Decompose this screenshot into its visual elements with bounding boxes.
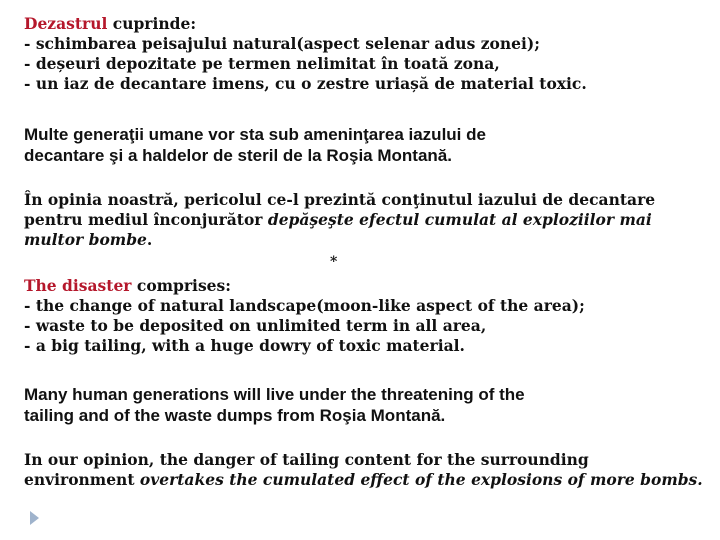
en-opinion-line: In our opinion, the danger of tailing content for the surrounding [24, 450, 589, 469]
en-opinion-line [24, 470, 720, 490]
ro-opinion-normal: pentru mediul înconjurător [24, 210, 268, 229]
ro-generations-line: decantare şi a haldelor de steril de la Roşia Montană. [24, 146, 452, 165]
ro-list-item: - un iaz de decantare imens, cu o zestre uriașă de material toxic. [24, 74, 587, 93]
triangle-bullet-icon [30, 511, 39, 525]
ro-generations-line: Multe generaţii umane vor sta sub ameninţarea iazului de [24, 125, 486, 144]
en-generations-line: Many human generations will live under the threatening of the [24, 385, 525, 404]
ro-opinion-line [24, 230, 720, 250]
ro-opinion-italic: multor bombe [24, 230, 147, 249]
en-opinion-normal: environment [24, 470, 140, 489]
en-opinion-paragraph [24, 450, 720, 490]
ro-list-item: - schimbarea peisajului natural(aspect selenar adus zonei); [24, 34, 540, 53]
en-generations-line: tailing and of the waste dumps from Roşia Montană. [24, 406, 446, 425]
ro-opinion-end: . [146, 230, 153, 249]
ro-list-title [24, 14, 720, 34]
ro-opinion-paragraph [24, 190, 720, 250]
en-list-item: - waste to be deposited on unlimited term in all area, [24, 316, 487, 335]
ro-disaster-list [24, 14, 720, 94]
en-disaster-list [24, 276, 720, 356]
ro-opinion-line: În opinia noastră, pericolul ce-l prezintă conţinutul iazului de decantare [24, 190, 656, 209]
en-title-highlight: The disaster [24, 276, 132, 295]
en-opinion-italic: overtakes the cumulated effect of the explosions of more bombs. [139, 470, 703, 489]
ro-generations-paragraph [24, 124, 720, 166]
ro-opinion-line [24, 210, 720, 230]
en-title-rest: comprises: [131, 276, 231, 295]
ro-list-item: - deșeuri depozitate pe termen nelimitat în toată zona, [24, 54, 500, 73]
section-separator: * [330, 254, 338, 270]
en-list-title [24, 276, 720, 296]
ro-opinion-italic: depăşeşte efectul cumulat al exploziilor mai [267, 210, 652, 229]
en-list-item: - the change of natural landscape(moon-like aspect of the area); [24, 296, 585, 315]
ro-title-rest: cuprinde: [107, 14, 197, 33]
ro-title-highlight: Dezastrul [24, 14, 108, 33]
en-generations-paragraph [24, 384, 720, 426]
en-list-item: - a big tailing, with a huge dowry of toxic material. [24, 336, 465, 355]
